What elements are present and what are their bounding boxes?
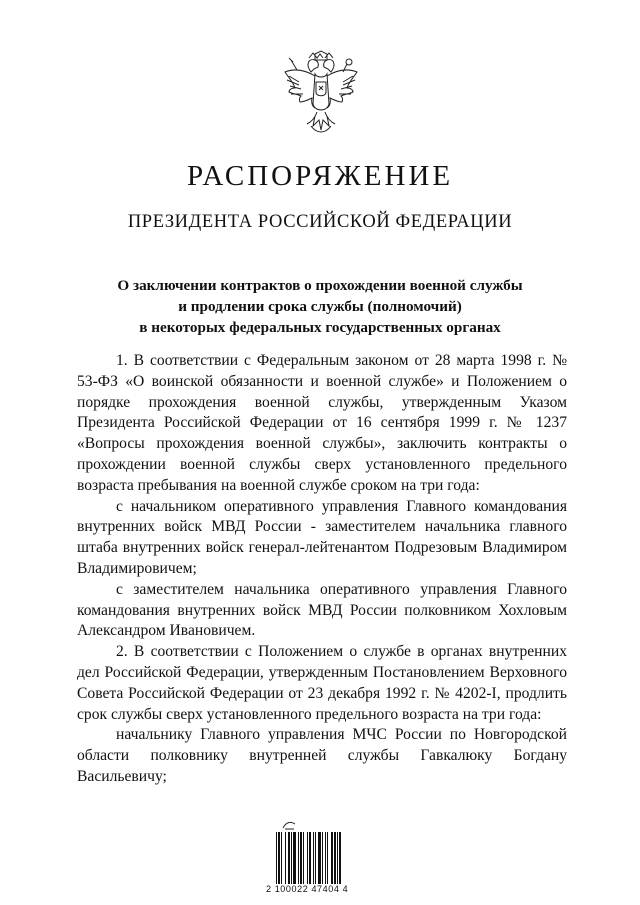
document-body bbox=[77, 351, 567, 788]
paragraph-3: с заместителем начальника оперативного управления Главного командования внутренних войск МВД России полковником Хохловым Александром Ивановичем. bbox=[77, 580, 567, 640]
publisher-mark-icon bbox=[282, 820, 296, 830]
document-heading bbox=[0, 275, 640, 338]
barcode-icon bbox=[276, 832, 366, 884]
barcode-number: 2 100022 47404 4 bbox=[266, 884, 349, 894]
emblem-icon bbox=[275, 50, 367, 142]
document-title: РАСПОРЯЖЕНИЕ bbox=[186, 160, 454, 192]
paragraph-2: с начальником оперативного управления Главного командования внутренних войск МВД России - заместителем начальника главного штаба внутренних войск генерал-лейтенантом Подрезовым Владимиром Владимировичем; bbox=[77, 497, 567, 577]
paragraph-4: 2. В соответствии с Положением о службе в органах внутренних дел Российской Федерации, утвержденным Постановлением Верховного Совета Российской Федерации от 23 декабря 1992 г. № 4202-I, продлить срок службы сверх установленного предельного возраста на три года: bbox=[77, 643, 567, 723]
heading-line: О заключении контрактов о прохождении военной службы bbox=[117, 277, 523, 294]
heading-line: и продлении срока службы (полномочий) bbox=[178, 298, 462, 315]
paragraph-5: начальнику Главного управления МЧС России по Новгородской области полковнику внутренней службы Гавкалюку Богдану Васильевичу; bbox=[77, 726, 567, 785]
heading-line: в некоторых федеральных государственных органах bbox=[139, 319, 501, 336]
paragraph-1: 1. В соответствии с Федеральным законом от 28 марта 1998 г. № 53-ФЗ «О воинской обязанности и военной службе» и Положением о порядке прохождения военной службы, утвержденным Указом Президента Российской Федерации от 16 сентября 1999 г. № 1237 «Вопросы прохождения военной службы», заключить контракты о прохождении военной службы сверх установленного предельного возраста пребывания на военной службе сроком на три года: bbox=[77, 352, 567, 494]
document-subtitle: ПРЕЗИДЕНТА РОССИЙСКОЙ ФЕДЕРАЦИИ bbox=[127, 212, 513, 232]
